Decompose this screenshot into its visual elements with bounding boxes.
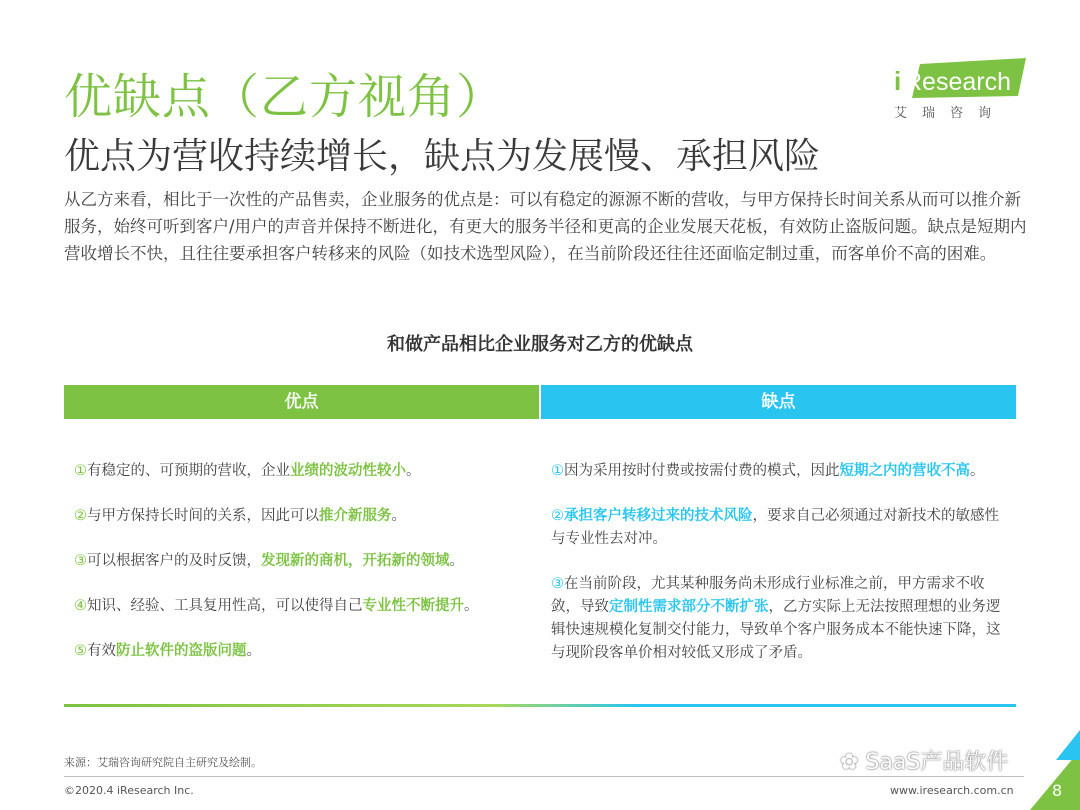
pros-item-post: 。 [449,553,464,569]
pros-item-post: 。 [464,598,479,614]
cons-item-num: ③ [551,576,564,592]
pros-item-pre: 有稳定的、可预期的营收，企业 [87,463,290,479]
wechat-icon: ✿ [840,750,859,775]
cons-item-post: ，乙方实际上无法按照理想的业务逻辑快速规模化复制交付能力，导致单个客户服务成本不能快速下降，这与现阶段客单价相对较低又形成了矛盾。 [551,599,1001,661]
footer-divider [64,776,1024,777]
page-number: 8 [1052,781,1063,800]
pros-item [74,550,524,573]
pros-item-num: ④ [74,598,87,614]
pros-item-post: 。 [391,508,406,524]
corner-decoration-icon [1020,730,1080,810]
pros-item-num: ⑤ [74,643,87,659]
pros-item-post: 。 [246,643,261,659]
pros-item-num: ③ [74,553,87,569]
pros-item-num: ② [74,508,87,524]
cons-item [551,460,1006,483]
wechat-watermark [840,745,1008,776]
pros-item [74,595,524,618]
cons-list [551,460,1006,687]
source-note: 来源：艾瑞咨询研究院自主研究及绘制。 [64,756,262,769]
page-title: 优缺点（乙方视角） [64,69,506,125]
pros-item [74,640,524,663]
pros-item-hl: 业绩的波动性较小 [290,463,406,479]
pros-item-hl: 推介新服务 [319,508,392,524]
pros-item-post: 。 [406,463,421,479]
intro-paragraph: 从乙方来看，相比于一次性的产品售卖，企业服务的优点是：可以有稳定的源源不断的营收，与甲方保持长时间关系从而可以推介新服务，始终可听到客户/用户的声音并保持不断进化，有更大的服务半径和更高的企业发展天花板，有效防止盗版问题。缺点是短期内营收增长不快，且往往要承担客户转移来的风险（如技术选型风险），在当前阶段还往往还面临定制过重，而客单价不高的困难。 [64,190,1027,263]
pros-item-num: ① [74,463,87,479]
cons-item-hl: 短期之内的营收不高 [839,463,970,479]
cons-item-num: ② [551,508,564,524]
watermark-text: SaaS产品软件 [865,750,1009,775]
page-subtitle: 优点为营收持续增长，缺点为发展慢、承担风险 [64,136,821,177]
pros-item-hl: 发现新的商机，开拓新的领域 [261,553,450,569]
pros-item-pre: 与甲方保持长时间的关系，因此可以 [87,508,319,524]
pros-item [74,460,524,483]
pros-header: 优点 [64,385,539,419]
pros-item-pre: 可以根据客户的及时反馈， [87,553,261,569]
cons-item-num: ① [551,463,564,479]
pros-item-pre: 有效 [87,643,116,659]
cons-item [551,505,1006,551]
cons-item-hl: 定制性需求部分不断扩张 [609,599,769,615]
website: www.iresearch.com.cn [890,784,1014,797]
iresearch-wordmark-icon [890,58,1030,102]
logo-i: i [894,66,902,96]
cons-item-post: ，要求自己必须通过对新技术的敏感性与专业性去对冲。 [551,508,999,547]
iresearch-logo [890,58,1030,122]
pros-item-pre: 知识、经验、工具复用性高，可以使得自己 [87,598,363,614]
cons-item-post: 。 [970,463,985,479]
cons-item [551,573,1006,665]
table-bottom-rule [64,704,1016,707]
cons-item-pre: 在当前阶段，尤其某种服务尚未形成行业标准之前，甲方需求不收敛，导致 [551,576,985,615]
table-title: 和做产品相比企业服务对乙方的优缺点 [387,334,693,355]
pros-item [74,505,524,528]
cons-item-hl: 承担客户转移过来的技术风险 [564,508,753,524]
pros-item-hl: 防止软件的盗版问题 [116,643,247,659]
cons-item-pre: 因为采用按时付费或按需付费的模式，因此 [564,463,840,479]
logo-research: Research [904,68,1011,96]
pros-list [74,460,524,685]
pros-item-hl: 专业性不断提升 [362,598,464,614]
cons-header: 缺点 [541,385,1016,419]
logo-chinese: 艾瑞咨询 [894,106,1007,121]
copyright: ©2020.4 iResearch Inc. [64,784,194,797]
